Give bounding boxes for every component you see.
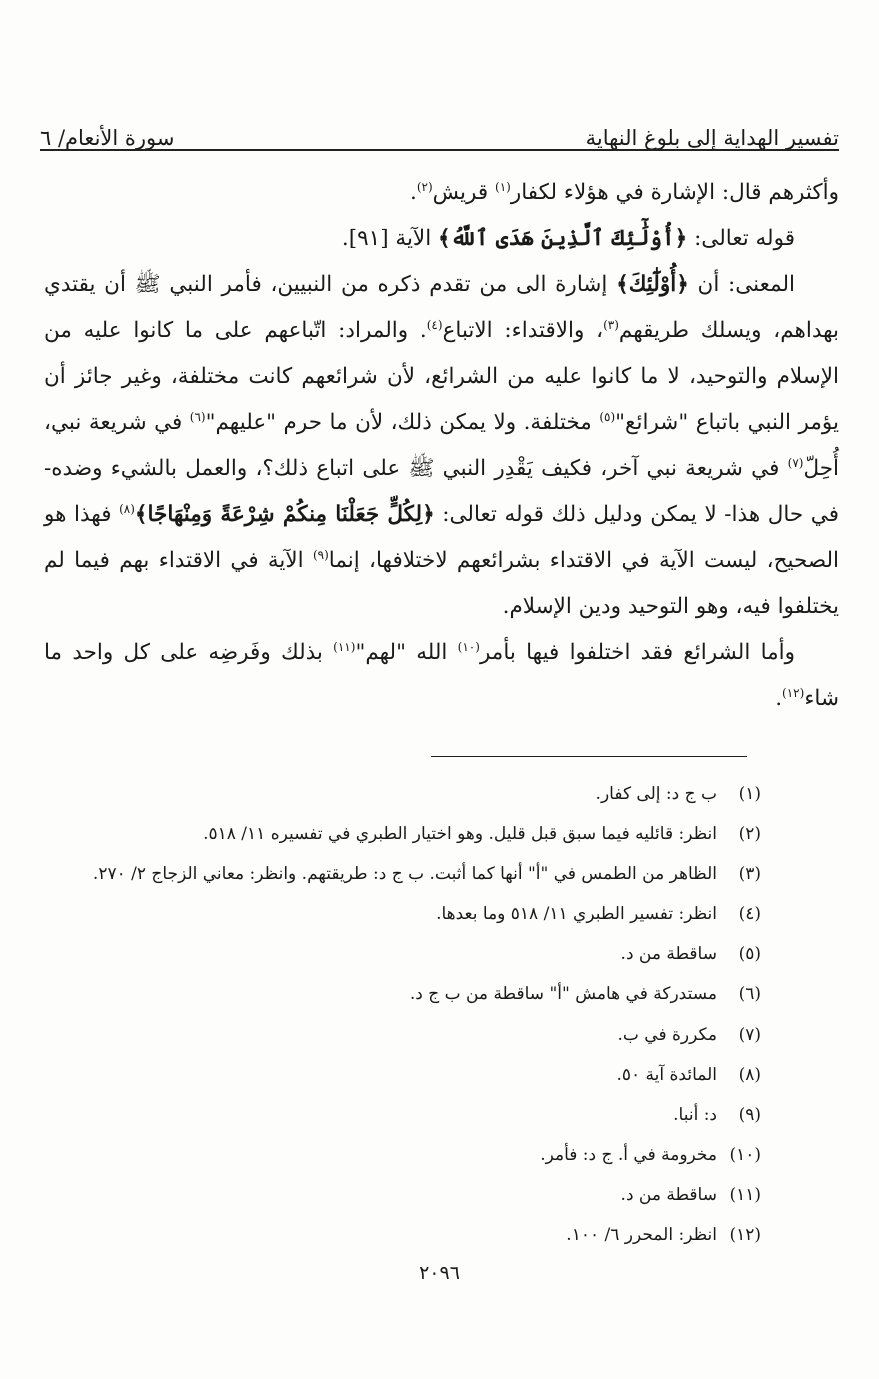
quran-quote: ﴿أُوْلَٰٓئِكَ﴾ bbox=[616, 272, 689, 297]
footnote-text: الظاهر من الطمس في "أ" أنها كما أثبت. ب ج د: طريقتهم. وانظر: معاني الزجاج ٢/ ٢٧٠. bbox=[92, 864, 717, 885]
footnote-ref: (١١) bbox=[333, 639, 356, 654]
footnote-ref: (٦) bbox=[189, 409, 206, 424]
footnote-item bbox=[40, 1095, 761, 1135]
footnote-ref: (١٠) bbox=[457, 639, 480, 654]
body-text-segment: إشارة الى من تقدم ذكره من النبيين، فأمر النبي ﷺ أن يقتدي بهداهم، ويسلك طريقهم bbox=[44, 272, 839, 343]
footnote-number: (١١) bbox=[729, 1184, 761, 1205]
surah-label: سورة الأنعام/ ٦ bbox=[40, 126, 175, 150]
footnote-number: (٤) bbox=[738, 904, 761, 925]
body-text-segment: فهذا هو الصحيح، ليست الآية في الاقتداء بشرائعهم لاختلافها، إنما bbox=[44, 502, 839, 573]
quran-quote: ﴿لِكُلٍّ جَعَلْنَا مِنكُمْ شِرْعَةً وَمِنْهَاجًا﴾ bbox=[134, 502, 435, 527]
footnote-rule bbox=[431, 756, 747, 757]
body-text-segment: في شريعة نبي آخر، فكيف يَقْدِر النبي ﷺ على اتباع ذلك؟، والعمل بالشيء وضده- في حال هذا- لا يمكن ودليل ذلك قوله تعالى: bbox=[44, 456, 839, 527]
footnote-number: (٥) bbox=[738, 944, 761, 965]
footnote-text: ساقطة من د. bbox=[620, 1184, 717, 1205]
footnote-text: انظر: المحرر ٦/ ١٠٠. bbox=[566, 1225, 717, 1246]
body-text-segment: . والمراد: اتّباعهم على ما كانوا عليه من الإسلام والتوحيد، لا ما كانوا عليه من الشرائع، لأن شرائعهم كانت مختلفة، وغير جائز أن يؤمر النبي باتباع "شرائع" bbox=[44, 318, 839, 435]
body-text-segment: بذلك وفَرضِه على كل واحد ما شاء bbox=[44, 640, 839, 711]
footnote-text: مخرومة في أ. ج د: فأمر. bbox=[540, 1144, 717, 1165]
footnote-item bbox=[40, 1015, 761, 1055]
footnote-number: (١) bbox=[738, 784, 761, 804]
footnote-number: (٢) bbox=[738, 824, 761, 845]
footnote-number: (١٠) bbox=[729, 1144, 761, 1165]
body-paragraph bbox=[44, 170, 839, 216]
footnote-number: (٨) bbox=[738, 1064, 761, 1085]
body-text-segment: الآية في الاقتداء بهم فيما لم يختلفوا فيه، وهو التوحيد ودين الإسلام. bbox=[44, 548, 839, 619]
footnote-text: المائدة آية ٥٠. bbox=[616, 1064, 717, 1085]
body-text-segment: وأما الشرائع فقد اختلفوا فيها بأمر bbox=[479, 640, 796, 665]
body-text-segment: ، والاقتداء: الاتباع bbox=[442, 318, 604, 343]
footnote-ref: (٣) bbox=[603, 317, 619, 332]
body-text-segment: المعنى: أن bbox=[688, 272, 795, 297]
body-text-segment: وأكثرهم قال: الإشارة في هؤلاء لكفار bbox=[510, 180, 839, 205]
body-paragraph bbox=[44, 216, 839, 262]
body-paragraph bbox=[44, 262, 839, 630]
footnotes-list bbox=[40, 774, 761, 1255]
book-title: تفسير الهداية إلى بلوغ النهاية bbox=[585, 126, 839, 150]
footnote-ref: (٨) bbox=[119, 501, 135, 516]
footnote-text: ساقطة من د. bbox=[620, 944, 717, 965]
footnote-number: (٧) bbox=[738, 1024, 761, 1045]
footnote-item bbox=[40, 894, 761, 934]
running-header bbox=[40, 110, 839, 150]
footnote-text: انظر: تفسير الطبري ١١/ ٥١٨ وما بعدها. bbox=[436, 904, 717, 925]
body-text-segment: قوله تعالى: bbox=[687, 226, 795, 251]
body-text-segment: . bbox=[409, 180, 417, 205]
footnote-ref: (٤) bbox=[426, 317, 443, 332]
footnote-ref: (٧) bbox=[787, 455, 804, 470]
footnote-item bbox=[40, 854, 761, 894]
footnote-item bbox=[40, 1055, 761, 1095]
footnote-ref: (٢) bbox=[416, 179, 433, 194]
footnote-text: انظر: قائليه فيما سبق قبل قليل. وهو اختيار الطبري في تفسيره ١١/ ٥١٨. bbox=[203, 824, 717, 845]
footnote-ref: (١) bbox=[495, 179, 511, 194]
footnote-item bbox=[40, 1135, 761, 1175]
footnote-item bbox=[40, 774, 761, 814]
footnote-text: مكررة في ب. bbox=[617, 1024, 717, 1045]
footnote-ref: (٥) bbox=[599, 409, 616, 424]
footnote-number: (٩) bbox=[738, 1104, 761, 1125]
footnote-number: (٣) bbox=[738, 864, 761, 885]
body-text-segment: قريش bbox=[432, 180, 496, 205]
footnote-item bbox=[40, 1215, 761, 1255]
quran-quote: ﴿أُوْلَٰٓئِكَ ٱلَّذِينَ هَدَى ٱللَّهُ﴾ bbox=[438, 226, 688, 251]
body-text-segment: في شريعة نبي، أُحِلّ bbox=[44, 410, 839, 481]
footnote-number: (١٢) bbox=[729, 1225, 761, 1246]
footnote-item bbox=[40, 1175, 761, 1215]
footnote-text: مستدركة في هامش "أ" ساقطة من ب ج د. bbox=[409, 984, 717, 1005]
body-text-segment: الله "لهم" bbox=[355, 640, 458, 665]
footnote-item bbox=[40, 814, 761, 854]
page-number: ٢٠٩٦ bbox=[419, 1262, 460, 1284]
footnote-item bbox=[40, 934, 761, 974]
footnote-text: ب ج د: إلى كفار. bbox=[595, 784, 717, 804]
footnote-ref: (٩) bbox=[312, 547, 329, 562]
header-rule bbox=[40, 149, 839, 151]
footnote-number: (٦) bbox=[738, 984, 761, 1005]
footnote-ref: (١٢) bbox=[782, 685, 805, 700]
main-text bbox=[44, 170, 839, 722]
body-text-segment: الآية [٩١]. bbox=[341, 226, 439, 251]
footnote-text: د: أنبا. bbox=[673, 1104, 717, 1125]
footnote-item bbox=[40, 974, 761, 1014]
body-text-segment: مختلفة. ولا يمكن ذلك، لأن ما حرم "عليهم" bbox=[205, 410, 600, 435]
body-paragraph bbox=[44, 630, 839, 722]
body-text-segment: . bbox=[775, 686, 783, 711]
